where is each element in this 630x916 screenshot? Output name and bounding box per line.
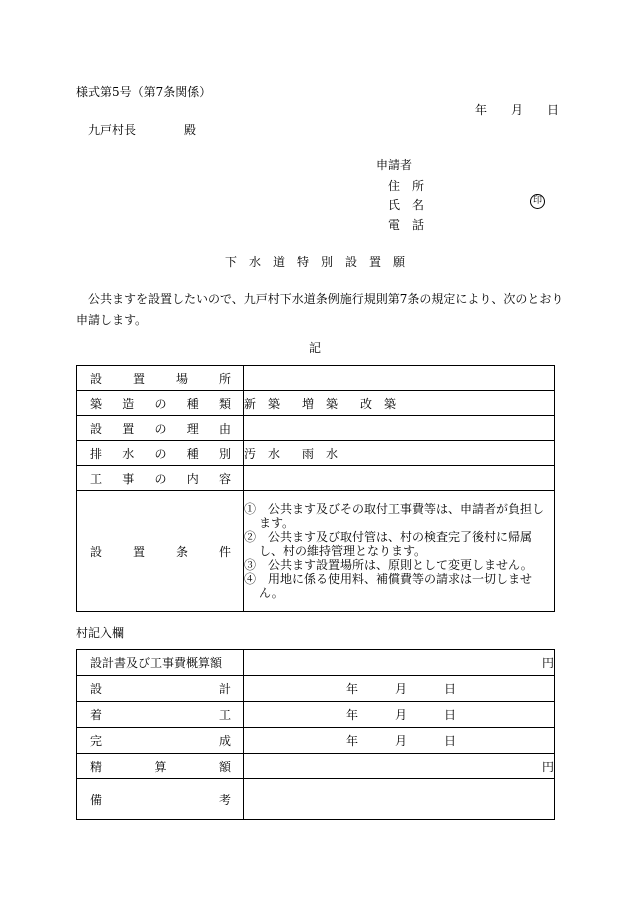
conditions-row — [77, 491, 555, 612]
option-text: 雨 水 — [302, 446, 339, 461]
label-char: 着 — [90, 708, 103, 722]
village-row-label-text — [77, 654, 243, 671]
village-row-label — [77, 676, 244, 702]
addressee: 九戸村長 — [88, 123, 137, 137]
option-text: 汚 水 — [244, 446, 281, 461]
yen-unit: 円 — [541, 759, 554, 774]
remarks-cell[interactable] — [244, 779, 555, 820]
document-title: 下 水 道 特 別 設 置 願 — [224, 255, 405, 269]
label-char: 場 — [175, 371, 188, 386]
label-char: の — [154, 396, 167, 411]
label-char: 理 — [186, 421, 199, 436]
label-char: 設 — [90, 544, 103, 559]
village-row — [77, 754, 555, 779]
conditions-label-text — [77, 543, 243, 560]
label-char: 由 — [218, 421, 231, 436]
label-char: 設 — [90, 421, 103, 436]
label-char: 類 — [218, 396, 231, 411]
application-row-label — [77, 416, 244, 441]
label-char: 計 — [218, 682, 231, 696]
date-month: 月 — [395, 708, 408, 722]
condition-item: ② 公共ます及び取付管は、村の検査完了後村に帰属 — [244, 530, 533, 544]
application-row-value[interactable] — [244, 366, 555, 391]
application-row — [77, 466, 555, 491]
label-char: 備 — [90, 792, 103, 807]
yen-unit: 円 — [541, 656, 554, 670]
applicant-name-label: 氏 名 — [388, 198, 425, 212]
label-char: 内 — [186, 471, 199, 486]
village-row-label — [77, 754, 244, 779]
label-char: 件 — [218, 544, 231, 559]
applicant-title: 申請者 — [376, 158, 413, 172]
village-row-label-text — [77, 758, 243, 775]
village-row-label — [77, 728, 244, 754]
date-month: 月 — [395, 734, 408, 748]
label-char: 工 — [218, 708, 231, 722]
label-char: の — [154, 421, 167, 436]
condition-item-continued: し、村の維持管理となります。 — [259, 544, 427, 558]
village-row — [77, 702, 555, 728]
label-char: 考 — [218, 792, 231, 807]
date-cell[interactable] — [244, 702, 555, 728]
date-year: 年 — [346, 708, 359, 722]
application-table — [76, 365, 555, 612]
application-row — [77, 441, 555, 466]
village-row — [77, 676, 555, 702]
label-char: 置 — [122, 421, 135, 436]
amount-cell[interactable] — [244, 650, 555, 676]
label-char: 算 — [154, 759, 167, 774]
label-char: の — [154, 471, 167, 486]
option-text: 改 築 — [360, 396, 397, 411]
application-row — [77, 416, 555, 441]
label-char: 置 — [132, 371, 145, 386]
date-fields — [244, 680, 554, 697]
label-char: の — [154, 446, 167, 461]
village-row-label-text — [77, 732, 243, 749]
option-text: 増 築 — [302, 396, 339, 411]
label-char: 設 — [90, 371, 103, 386]
seal-mark: 印 — [530, 194, 545, 209]
label-char: 精 — [90, 759, 103, 774]
application-row-label-text — [77, 470, 243, 487]
label-char: 所 — [218, 371, 231, 386]
option-text: 新 築 — [244, 396, 281, 411]
date-cell[interactable] — [244, 676, 555, 702]
application-row-label-text — [77, 420, 243, 437]
application-row-label — [77, 391, 244, 416]
label-char: 置 — [132, 544, 145, 559]
label-char: 容 — [218, 471, 231, 486]
date-month: 月 — [395, 682, 408, 696]
applicant-address-label: 住 所 — [388, 179, 425, 193]
label-char: 設 — [90, 682, 103, 696]
label-char: 別 — [218, 446, 231, 461]
label-char: 設計書及び工事費概算額 — [90, 656, 223, 670]
form-number: 様式第5号（第7条関係） — [76, 85, 212, 99]
date-month: 月 — [511, 103, 524, 117]
village-row-label — [77, 779, 244, 820]
condition-item: ① 公共ます及びその取付工事費等は、申請者が負担し — [244, 502, 545, 516]
conditions-label — [77, 491, 244, 612]
label-char: 成 — [218, 734, 231, 748]
date-fields — [244, 706, 554, 723]
condition-item: ③ 公共ます設置場所は、原則として変更しません。 — [244, 558, 533, 572]
village-section-heading: 村記入欄 — [76, 626, 125, 640]
label-char: 築 — [90, 396, 103, 411]
label-char: 種 — [186, 396, 199, 411]
application-row-value[interactable] — [244, 441, 555, 466]
label-char: 額 — [218, 759, 231, 774]
body-line-1: 公共ますを設置したいので、九戸村下水道条例施行規則第7条の規定により、次のとおり — [88, 292, 564, 306]
village-row — [77, 779, 555, 820]
application-row-value[interactable] — [244, 466, 555, 491]
application-row-label — [77, 466, 244, 491]
condition-item-continued: ます。 — [259, 516, 295, 530]
village-row — [77, 728, 555, 754]
village-row-label-text — [77, 791, 243, 808]
condition-item-continued: ん。 — [259, 586, 284, 600]
conditions-list — [244, 491, 555, 612]
application-row-label — [77, 366, 244, 391]
date-cell[interactable] — [244, 728, 555, 754]
date-day: 日 — [444, 734, 457, 748]
label-char: 造 — [122, 396, 135, 411]
village-row-label — [77, 650, 244, 676]
application-row-label-text — [77, 395, 243, 412]
applicant-phone-label: 電 話 — [388, 218, 425, 232]
application-row-value[interactable] — [244, 416, 555, 441]
application-row-value[interactable] — [244, 391, 555, 416]
label-char: 条 — [175, 544, 188, 559]
label-char: 水 — [122, 446, 135, 461]
label-char: 完 — [90, 734, 103, 748]
ki-mark: 記 — [308, 341, 321, 355]
application-row — [77, 366, 555, 391]
date-year: 年 — [346, 734, 359, 748]
application-row — [77, 391, 555, 416]
village-row-label-text — [77, 706, 243, 723]
application-row-label-text — [77, 370, 243, 387]
label-char: 排 — [90, 446, 103, 461]
village-row-label — [77, 702, 244, 728]
village-table — [76, 649, 555, 820]
date-line — [475, 103, 559, 117]
application-row-label-text — [77, 445, 243, 462]
amount-cell[interactable] — [244, 754, 555, 779]
condition-item: ④ 用地に係る使用料、補償費等の請求は一切しませ — [244, 572, 533, 586]
label-char: 工 — [90, 471, 103, 486]
body-line-2: 申請します。 — [76, 313, 148, 327]
date-year: 年 — [346, 682, 359, 696]
label-char: 事 — [122, 471, 135, 486]
honorific: 殿 — [184, 123, 197, 137]
label-char: 種 — [186, 446, 199, 461]
date-fields — [244, 732, 554, 749]
village-row-label-text — [77, 680, 243, 697]
date-day: 日 — [444, 708, 457, 722]
date-day: 日 — [444, 682, 457, 696]
village-row — [77, 650, 555, 676]
application-row-label — [77, 441, 244, 466]
date-day: 日 — [547, 103, 560, 117]
date-year: 年 — [475, 103, 488, 117]
